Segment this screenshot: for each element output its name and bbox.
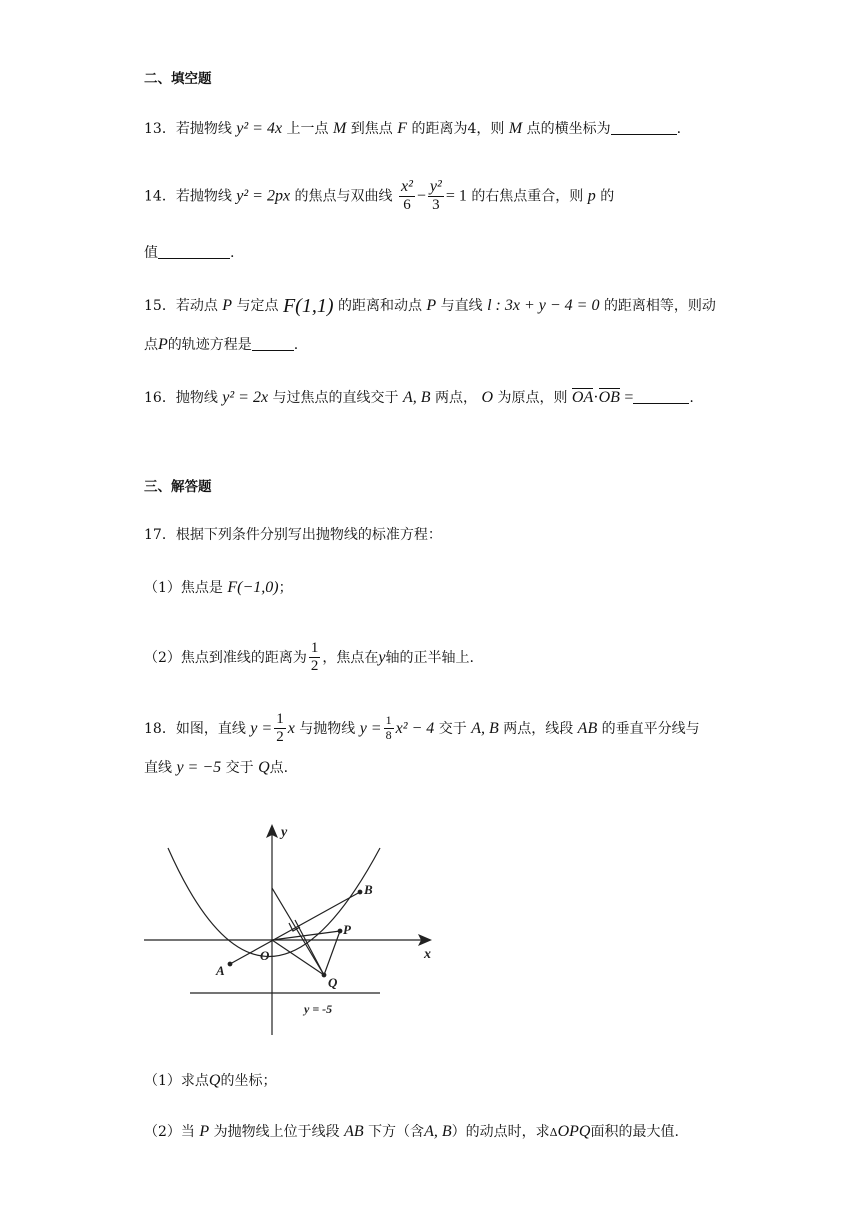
label-x: x xyxy=(424,947,431,962)
question-18-part-1: （1）求点Q的坐标； xyxy=(144,1072,277,1089)
label-y: y xyxy=(281,825,288,840)
answer-blank[interactable] xyxy=(611,120,677,135)
vector-OB: OB xyxy=(598,389,620,406)
segment-PQ xyxy=(324,931,340,975)
q13-equation: y² = 4x xyxy=(236,120,283,137)
question-17-part-1: （1）焦点是 F(−1,0)； xyxy=(144,579,293,596)
section-title-fill-in: 二、填空题 xyxy=(144,71,212,87)
question-14-line-2: 值 . xyxy=(144,245,235,261)
question-17: 17．根据下列条件分别写出抛物线的标准方程： xyxy=(144,527,442,543)
question-17-part-2: （2）焦点到准线的距离为 $\frac{1}{2}$ ，焦点在y轴的正半轴上. xyxy=(144,640,474,675)
point-B xyxy=(358,890,362,894)
answer-blank[interactable] xyxy=(633,389,689,404)
fraction-one-eighth: $\frac{1}{8}$ xyxy=(385,713,392,743)
label-Q: Q xyxy=(328,975,338,990)
line-AB xyxy=(230,892,360,964)
question-18-part-2: （2）当 P 为抛物线上位于线段 AB 下方（含A, B）的动点时，求ΔOPQ面积的最大值. xyxy=(144,1123,679,1140)
answer-blank[interactable] xyxy=(252,336,294,351)
question-16: 16．抛物线 y² = 2x 与过焦点的直线交于 A, B 两点， O 为原点，则 OA·OB = . xyxy=(144,389,694,406)
label-y-equals-minus-5: y = -5 xyxy=(304,1002,333,1016)
label-P: P xyxy=(343,922,351,937)
point-P xyxy=(338,929,342,933)
fraction-x2-over-6: $\frac{\text{x²}}{6}$ xyxy=(400,178,413,214)
fraction-one-half: $\frac{1}{2}$ xyxy=(310,640,319,675)
fraction-one-half: $\frac{1}{2}$ xyxy=(276,711,284,746)
label-B: B xyxy=(364,882,373,897)
segment-OQ xyxy=(272,940,324,975)
label-A: A xyxy=(216,963,225,978)
question-15: 15．若动点 P 与定点 F(1,1) 的距离和动点 P 与直线 l : 3x + y − 4 = 0 的距离相等，则动 xyxy=(144,295,716,317)
section-title-answers: 三、解答题 xyxy=(144,479,212,495)
question-15-line-2: 点P的轨迹方程是 . xyxy=(144,336,299,353)
question-14: 14．若抛物线 y² = 2px 的焦点与双曲线 $\frac{\text{x²}}{6}$ − $\frac{\text{y²}}{3}$ = 1 的右焦点重合，则 p 的 xyxy=(144,178,615,214)
vector-OA: OA xyxy=(571,389,594,406)
answer-blank[interactable] xyxy=(158,244,230,259)
label-O: O xyxy=(260,948,270,963)
question-18: 18．如图，直线 y = $\frac{1}{2}$ x 与抛物线 y = $\frac{1}{8}$ x² − 4 交于 A, B 两点，线段 AB 的垂直平分线与 xyxy=(144,711,700,746)
parabola-figure xyxy=(144,820,444,1040)
question-18-line-2: 直线 y = −5 交于 Q点. xyxy=(144,759,289,776)
question-13: 13．若抛物线 y² = 4x 上一点 M 到焦点 F 的距离为4，则 M 点的横坐标为 . xyxy=(144,120,682,137)
segment-yaxis-Q xyxy=(272,888,324,975)
point-A xyxy=(228,962,232,966)
fraction-y2-over-3: $\frac{\text{y²}}{3}$ xyxy=(429,178,442,214)
point-Q xyxy=(322,973,326,977)
